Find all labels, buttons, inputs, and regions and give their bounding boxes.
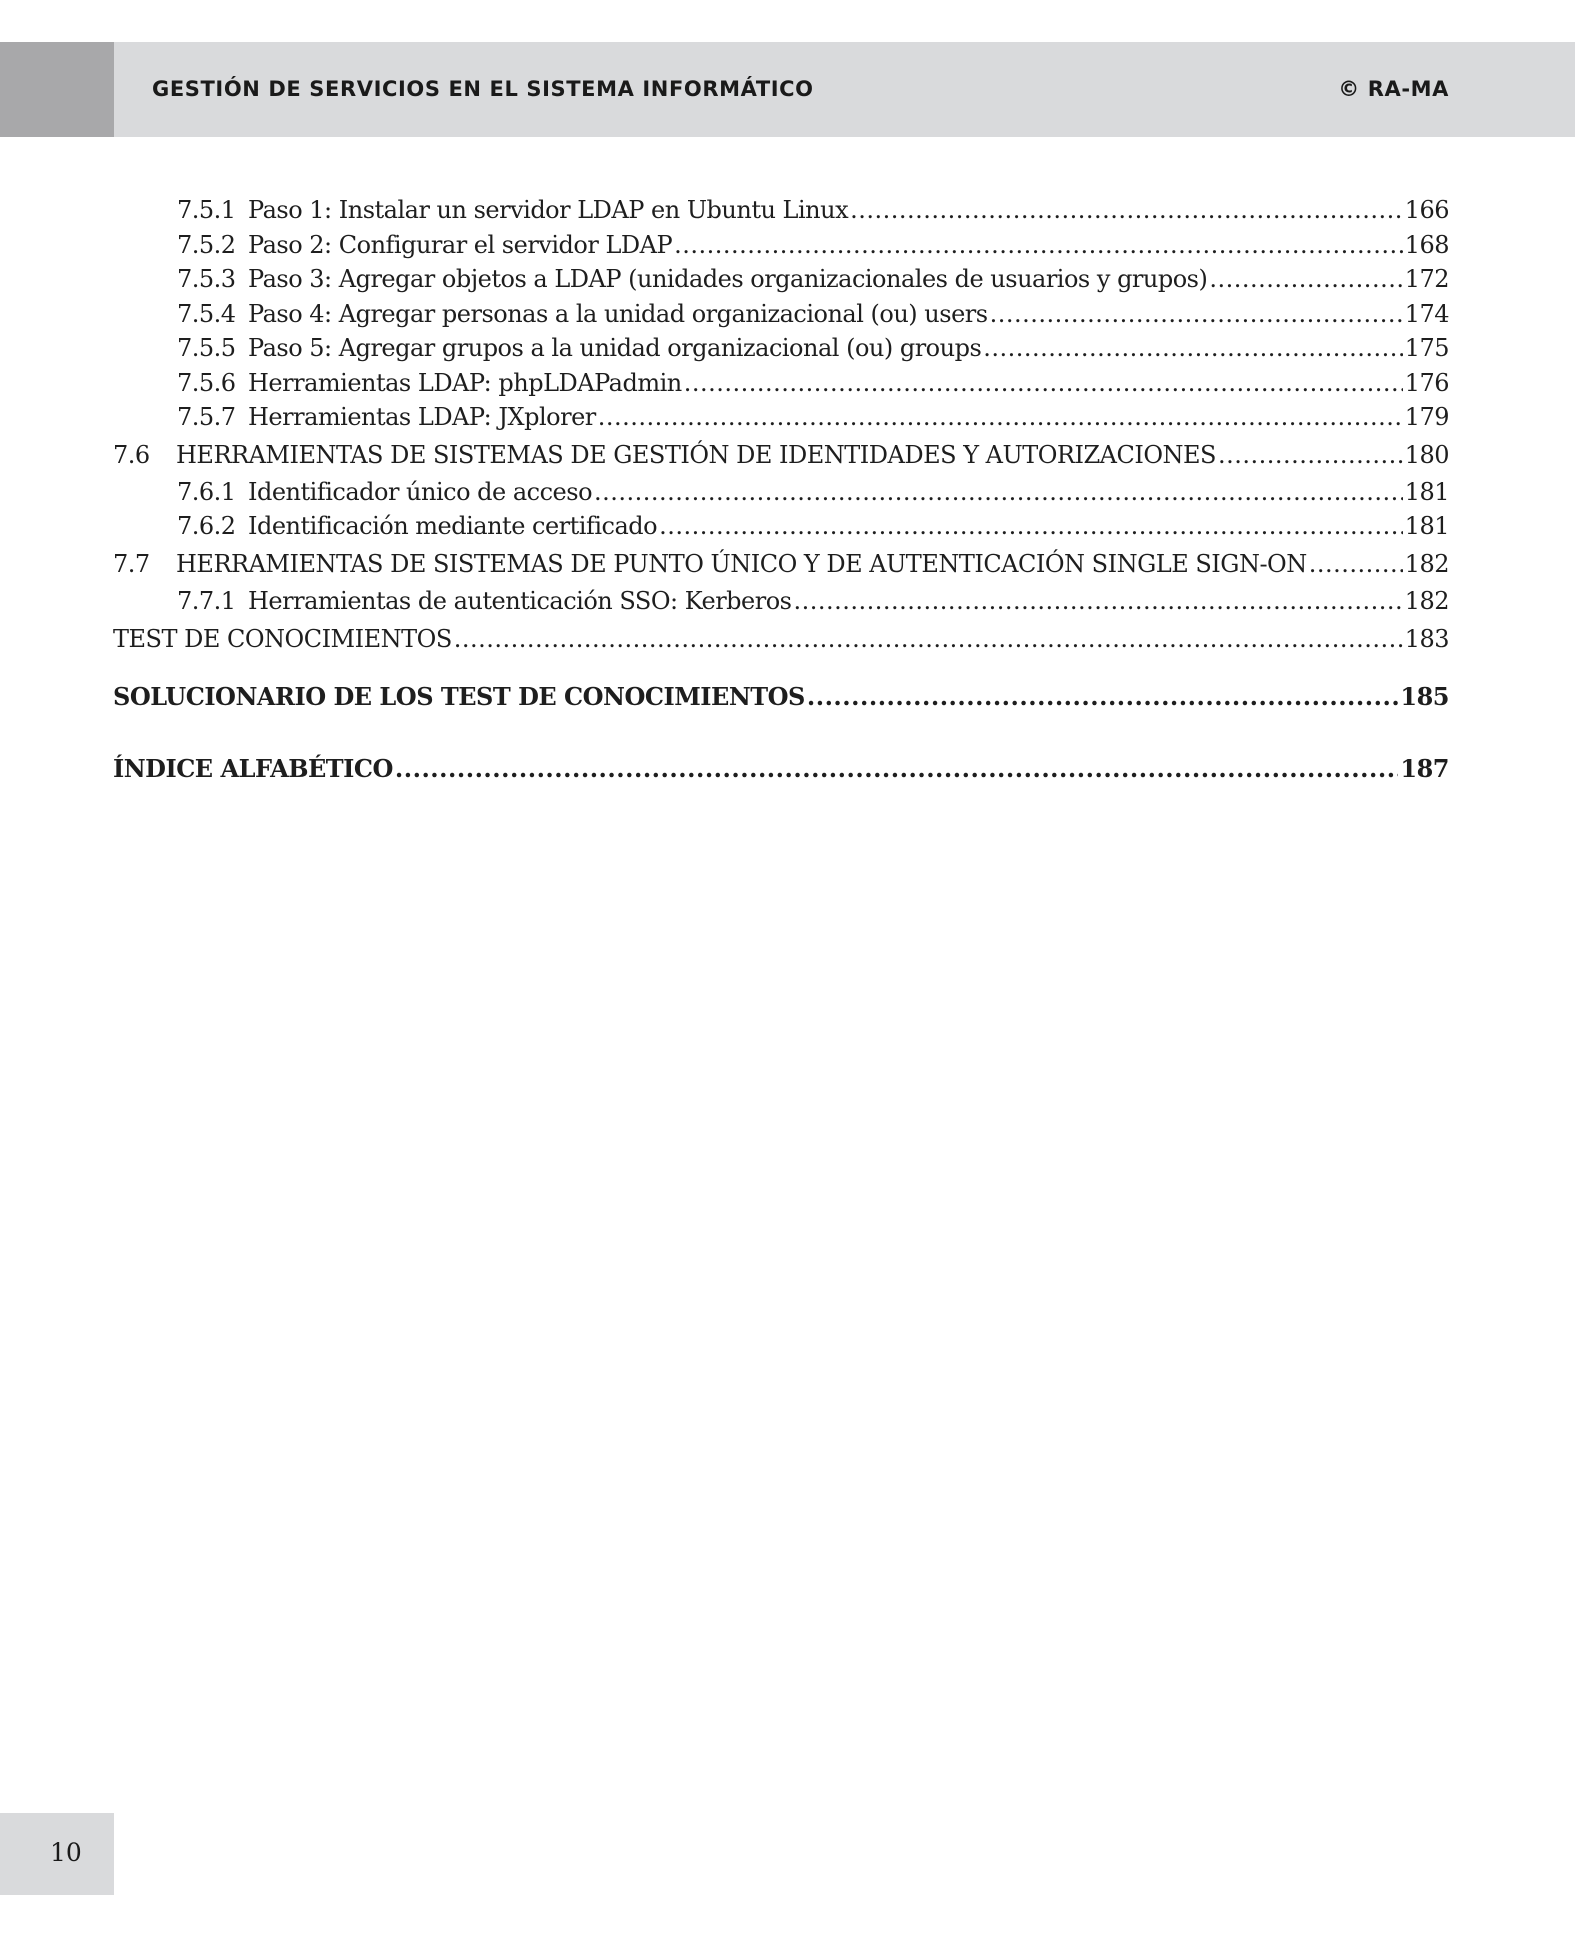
running-header-title: GESTIÓN DE SERVICIOS EN EL SISTEMA INFORMÁTICO: [152, 77, 814, 101]
toc-entry-title: Paso 3: Agregar objetos a LDAP (unidades organizacionales de usuarios y grupos): [248, 265, 1208, 293]
toc-entry-number: 7.6.1: [177, 477, 236, 506]
toc-entry-number: 7.6.2: [177, 512, 236, 540]
toc-entry-title: ÍNDICE ALFABÉTICO: [113, 754, 393, 783]
toc-entry-title: Herramientas LDAP: JXplorer: [248, 403, 596, 431]
toc-leader-dots: [807, 662, 1399, 732]
toc-entry-title: Herramientas de autenticación SSO: Kerberos: [248, 586, 792, 615]
toc-entry-title: Identificación mediante certificado: [248, 512, 658, 540]
toc-leader-dots: [395, 734, 1399, 804]
toc-entry-title: Paso 2: Configurar el servidor LDAP: [248, 230, 673, 259]
toc-entry-title: Paso 5: Agregar grupos a la unidad organizacional (ou) groups: [248, 334, 982, 362]
page-number: 10: [50, 1838, 82, 1867]
toc-leader-dots: [1218, 435, 1403, 475]
toc-entry-number: 7.5.7: [177, 403, 236, 431]
toc-leader-dots: [659, 509, 1403, 544]
toc-entry-number: 7.7.1: [177, 586, 236, 615]
toc-leader-dots: [1309, 544, 1403, 584]
toc-entry-title: SOLUCIONARIO DE LOS TEST DE CONOCIMIENTOS: [113, 682, 805, 711]
toc-entry-page: 180: [1404, 440, 1449, 469]
toc-entry-page: 182: [1404, 549, 1449, 578]
toc-entry-number: 7.5.4: [177, 299, 236, 328]
toc-entry-page: 168: [1404, 230, 1449, 259]
toc-entry: [113, 297, 1449, 332]
toc-leader-dots: [674, 228, 1403, 263]
toc-entry-number: 7.5.2: [177, 230, 236, 259]
toc-entry: [113, 509, 1449, 544]
toc-leader-dots: [594, 475, 1403, 510]
toc-entry-page: 181: [1404, 477, 1449, 506]
toc-bold-entry: [113, 662, 1449, 732]
toc-entry: [113, 475, 1449, 510]
toc-leader-dots: [684, 366, 1403, 401]
toc-entry-number: 7.5.3: [177, 265, 236, 293]
toc-entry-page: 182: [1404, 586, 1449, 615]
running-header-publisher: © RA-MA: [1338, 77, 1449, 101]
toc-entry-page: 174: [1404, 299, 1449, 328]
toc-entry: [113, 193, 1449, 228]
toc-entry-title: HERRAMIENTAS DE SISTEMAS DE PUNTO ÚNICO Y DE AUTENTICACIÓN SINGLE SIGN-ON: [176, 549, 1307, 578]
toc-entry-title: Identificador único de acceso: [248, 477, 593, 506]
toc-entry: [113, 262, 1449, 297]
toc-entry: [113, 400, 1449, 435]
toc-entry-title: Paso 4: Agregar personas a la unidad organizacional (ou) users: [248, 299, 988, 328]
toc-leader-dots: [793, 584, 1402, 619]
table-of-contents: [113, 193, 1449, 804]
toc-entry-number: 7.7: [113, 549, 150, 578]
toc-entry-title: TEST DE CONOCIMIENTOS: [113, 625, 452, 653]
toc-leader-dots: [850, 193, 1403, 228]
toc-entry: [113, 331, 1449, 366]
toc-bold-entry: [113, 734, 1449, 804]
toc-leader-dots: [1209, 262, 1402, 297]
toc-entry-page: 179: [1404, 403, 1449, 431]
toc-entry-page: 175: [1404, 334, 1449, 362]
toc-section: [113, 435, 1449, 475]
toc-entry-title: Herramientas LDAP: phpLDAPadmin: [248, 368, 682, 397]
toc-entry-title: HERRAMIENTAS DE SISTEMAS DE GESTIÓN DE IDENTIDADES Y AUTORIZACIONES: [176, 440, 1216, 469]
toc-entry: [113, 584, 1449, 619]
toc-chapter-entry: [113, 618, 1449, 660]
toc-leader-dots: [990, 297, 1403, 332]
toc-entry-number: 7.5.1: [177, 196, 236, 224]
toc-entry-page: 181: [1404, 512, 1449, 540]
toc-entry-title: Paso 1: Instalar un servidor LDAP en Ubuntu Linux: [248, 196, 849, 224]
toc-entry: [113, 366, 1449, 401]
toc-leader-dots: [454, 618, 1403, 660]
header-tab: [0, 42, 114, 137]
toc-leader-dots: [598, 400, 1403, 435]
toc-section: [113, 544, 1449, 584]
toc-entry-page: 176: [1404, 368, 1449, 397]
toc-entry-number: 7.5.6: [177, 368, 236, 397]
toc-entry: [113, 228, 1449, 263]
toc-entry-page: 183: [1404, 625, 1449, 653]
toc-entry-page: 185: [1400, 682, 1449, 711]
toc-entry-page: 166: [1404, 196, 1449, 224]
toc-leader-dots: [983, 331, 1402, 366]
toc-entry-page: 172: [1404, 265, 1449, 293]
toc-entry-number: 7.6: [113, 440, 150, 469]
toc-entry-page: 187: [1400, 754, 1449, 783]
toc-entry-number: 7.5.5: [177, 334, 236, 362]
